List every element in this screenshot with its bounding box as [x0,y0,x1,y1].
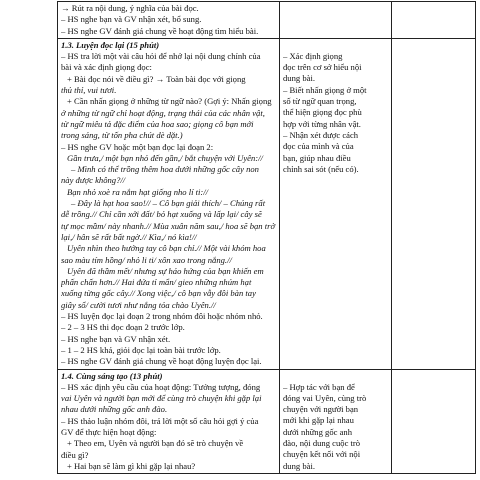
passage-line: dễ trồng.// Chỉ cần xới đất/ bỏ hạt xuống và lấp lại/ cây sẽ [61,209,262,220]
passage-line: phấn chấn hơn.// Hai đứa tỉ mẩn/ gieo những nhúm hạt [61,277,252,288]
text-line: số từ ngữ quan trọng, [283,96,357,107]
text-line: + Bài đọc nói về điều gì? → Toàn bài đọc với giọng [67,73,246,84]
passage-line: Bạn nhỏ xoè ra nắm hạt giống nho lí ti:// [67,186,209,197]
table-row-review [58,2,476,39]
text-line: – HS nghe bạn và GV nhận xét, bổ sung. [61,14,202,25]
text-line: – 2 – 3 HS thi đọc đoạn 2 trước lớp. [61,322,185,333]
text-line: – HS xác định yêu cầu của hoạt động: Tưởng tượng, đóng [61,381,261,392]
goal-cell [280,369,392,474]
text-line: – Biết nhấn giọng ở một [283,84,367,95]
activity-cell [58,369,280,474]
section-heading: 1.3. Luyện đọc lại (15 phút) [61,39,160,50]
text-line: – Hợp tác với bạn để [283,381,355,392]
passage-line: sao màu tím hồng/ nhỏ li ti/ xôn xao trong nắng.// [61,254,232,265]
passage-line: tự mọc mầm/ này nhanh.// Mùa xuân năm sau,/ hoa sẽ bạn trở [61,220,276,231]
text-line: + Cần nhấn giọng ở những từ ngữ nào? (Gợi ý: Nhấn giọng [67,96,272,107]
text-line: hợp với từng nhân vật. [283,118,361,129]
text-line: bài và xác định giọng đọc: [61,62,152,73]
text-line: điều gì? [61,449,89,460]
text-line: – HS nghe GV hoặc một bạn đọc lại đoạn 2: [61,141,214,152]
passage-line: này được không?// [61,175,126,186]
text-line: – Nhận xét được cách [283,129,359,140]
passage-line: – Mình có thể trồng thêm hoa dưới những gốc cây non [71,164,259,175]
passage-line: lại,/ hân sẽ rất bất ngờ.// Kìa,/ nó kìa!// [61,231,197,242]
passage-line: – Đây là hạt hoa sao!// – Cô bạn giải thích/ – Chúng rất [71,198,266,209]
text-line: → Rút ra nội dung, ý nghĩa của bài đọc. [61,3,199,13]
text-line: mới khi gặp lại nhau [283,415,354,426]
text-line: đào, nội dung cuộc trò [283,437,361,448]
table-row-reread [58,38,476,369]
activity-cell [58,2,280,39]
text-line: đọc của mình và của [283,141,354,152]
text-line: chuyện với người bạn [283,404,359,415]
text-line: dưới những gốc anh [283,426,352,437]
text-line: trong sáng, từ tốn pha chút dè dặt.) [61,130,183,141]
note-cell [392,2,476,39]
note-cell [392,369,476,474]
text-line: – HS nghe bạn và GV nhận xét. [61,333,171,344]
activity-cell [58,38,280,369]
text-line: từ ngữ miêu tả đặc điểm của hoa sao; giọng cô bạn mới [61,118,254,129]
text-line: GV để thực hiện hoạt động: [61,426,157,437]
text-line: thủ thỉ, vui tươi. [61,85,117,96]
text-line: dung bài. [283,73,315,84]
text-line: thể hiện giọng đọc phù [283,107,362,118]
text-line: đọc trên cơ sở hiểu nội [283,62,362,73]
text-line: + Theo em, Uyên và người bạn đó sẽ trò chuyện về [67,438,244,449]
section-heading: 1.4. Cùng sáng tạo (13 phút) [61,370,163,381]
goal-cell [280,38,392,369]
text-line: – HS thảo luận nhóm đôi, trả lời một số câu hỏi gợi ý của [61,415,259,426]
text-line: ở những từ ngữ chỉ hoạt động, trạng thái của các nhân vật, [61,107,265,118]
lesson-plan-table [57,1,476,474]
text-line: vai Uyên và người bạn mới để cùng trò chuyện khi gặp lại [61,393,262,404]
passage-line: Gần trưa,/ một bạn nhỏ đến gần,/ bắt chuyện với Uyên:// [67,152,263,163]
text-line: dung bài. [283,460,315,471]
passage-line: Uyên nhìn theo hướng tay cô bạn chỉ.// Một vài khóm hoa [67,243,266,254]
text-line: – HS tra lời một vài câu hỏi để nhớ lại nội dung chính của [61,51,261,62]
text-line: – HS nghe GV đánh giá chung về hoạt động luyện đọc lại. [61,356,262,367]
text-line: chuyện kết nối với nội [283,449,361,460]
goal-cell [280,2,392,39]
text-line: đóng vai Uyên, cùng trò [283,392,367,403]
passage-line: Uyên đã thầm mết/ nhưng sự háo hứng của bạn khiến em [67,265,264,276]
text-line: – Xác định giọng [283,50,343,61]
text-line: – 1 – 2 HS khá, giỏi đọc lại toàn bài trước lớp. [61,344,221,355]
passage-line: giây sổ/ cười tươi như nắng tỏa chào Uyên.// [61,299,216,310]
text-line: chỉnh sai sót (nếu có). [283,163,359,174]
table-row-create [58,369,476,474]
text-line: – HS nghe GV đánh giá chung về hoạt động tìm hiểu bài. [61,25,259,36]
text-line: bạn, giúp nhau điều [283,152,351,163]
note-cell [392,38,476,369]
text-line: + Hai bạn sẽ làm gì khi gặp lại nhau? [67,460,196,471]
text-line: – HS luyện đọc lại đoạn 2 trong nhóm đôi hoặc nhóm nhỏ. [61,311,263,322]
text-line: nhau dưới những gốc anh đào. [61,404,168,415]
passage-line: xuống từng gốc cây.// Xong việc,/ cô bạn vẫy đôi bàn tay [61,288,256,299]
